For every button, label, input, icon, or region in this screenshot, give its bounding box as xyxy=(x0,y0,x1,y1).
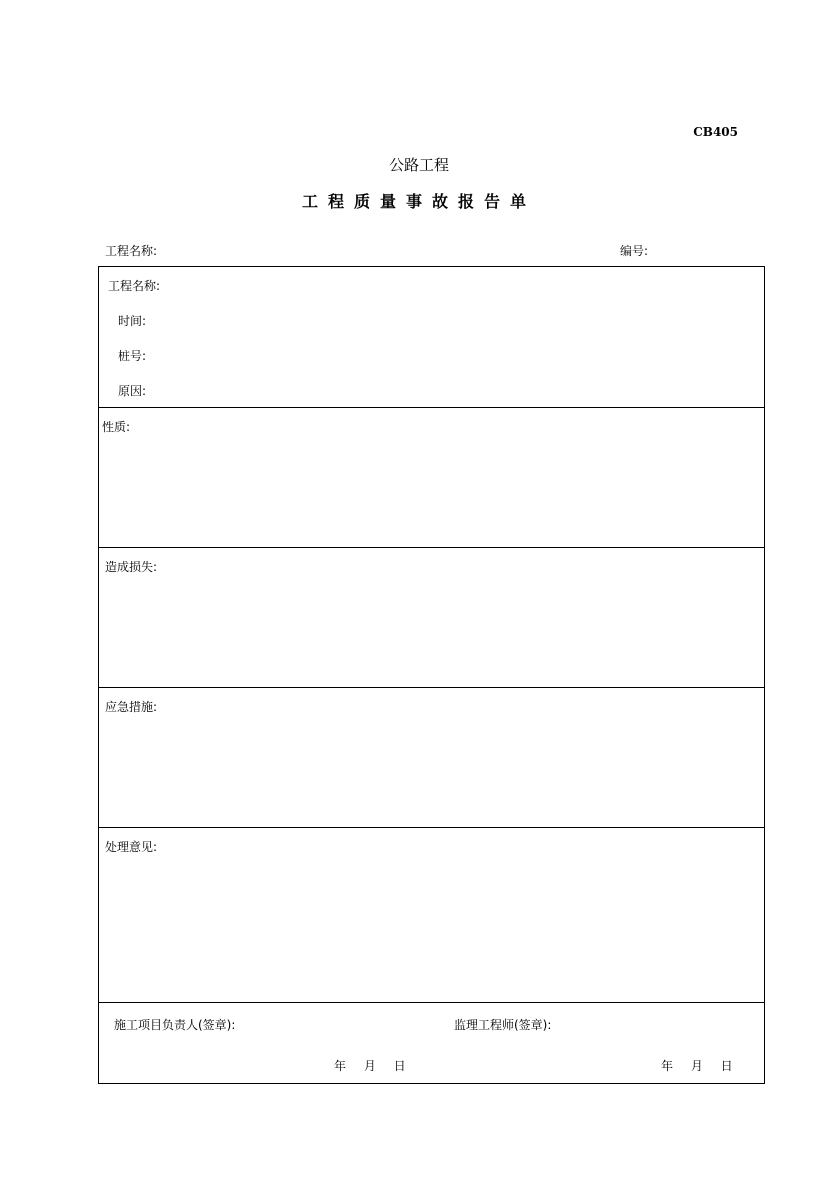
emergency-section xyxy=(99,688,764,828)
contractor-signature-label: 施工项目负责人(签章): xyxy=(114,1018,236,1032)
supervisor-date: 年 月 日 xyxy=(661,1059,733,1073)
emergency-measures-label: 应急措施: xyxy=(105,700,158,714)
form-code: CB405 xyxy=(693,125,738,139)
nature-section xyxy=(99,408,764,548)
header-project-name-label: 工程名称: xyxy=(105,244,158,258)
project-name-label: 工程名称: xyxy=(108,279,161,293)
opinion-section xyxy=(99,828,764,1003)
report-table xyxy=(98,266,765,1084)
handling-opinion-label: 处理意见: xyxy=(105,840,158,854)
station-label: 桩号: xyxy=(118,349,147,363)
nature-label: 性质: xyxy=(102,420,131,434)
cause-label: 原因: xyxy=(118,384,147,398)
signature-section xyxy=(99,1003,764,1085)
supervisor-signature-label: 监理工程师(签章): xyxy=(454,1018,552,1032)
contractor-date: 年 月 日 xyxy=(334,1059,406,1073)
loss-section xyxy=(99,548,764,688)
time-label: 时间: xyxy=(118,314,147,328)
loss-label: 造成损失: xyxy=(105,560,158,574)
header-number-label: 编号: xyxy=(620,244,649,258)
document-title: 工程质量事故报告单 xyxy=(301,192,536,211)
document-subtitle: 公路工程 xyxy=(388,156,449,174)
info-section xyxy=(99,267,764,408)
